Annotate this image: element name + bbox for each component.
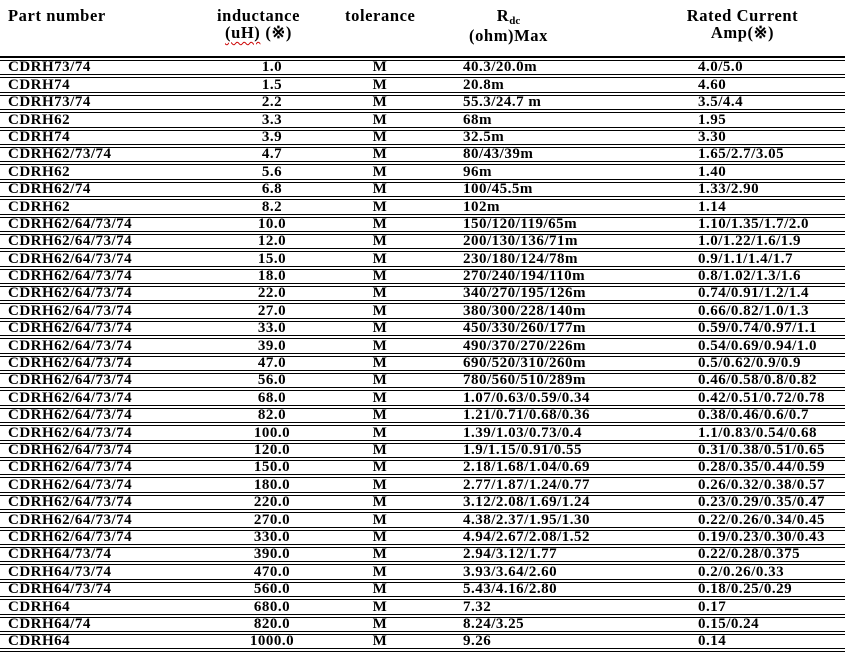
- tolerance-cell: M: [344, 269, 416, 284]
- column-header-rated-current: [640, 2, 845, 58]
- part-number-cell: CDRH62/64/73/74: [0, 408, 200, 423]
- rdc-cell: 80/43/39m: [416, 147, 640, 162]
- rdc-cell: 1.9/1.15/0.91/0.55: [416, 443, 640, 458]
- table-row: [0, 582, 845, 597]
- rdc-cell: 150/120/119/65m: [416, 217, 640, 232]
- rated-current-cell: 0.2/0.26/0.33: [640, 564, 845, 579]
- table-row: [0, 390, 845, 405]
- tolerance-cell: M: [344, 338, 416, 353]
- table-row: [0, 60, 845, 75]
- table-row: [0, 303, 845, 318]
- rated-current-cell: 3.5/4.4: [640, 95, 845, 110]
- rated-current-cell: 1.0/1.22/1.6/1.9: [640, 234, 845, 249]
- inductance-cell: 6.8: [200, 182, 344, 197]
- rated-current-cell: 1.10/1.35/1.7/2.0: [640, 217, 845, 232]
- inductance-cell: 270.0: [200, 512, 344, 527]
- tolerance-cell: M: [344, 530, 416, 545]
- inductance-cell: 10.0: [200, 217, 344, 232]
- table-row: [0, 234, 845, 249]
- tolerance-cell: M: [344, 477, 416, 492]
- part-number-cell: CDRH62/64/73/74: [0, 251, 200, 266]
- rated-current-cell: 0.28/0.35/0.44/0.59: [640, 460, 845, 475]
- table-row: [0, 408, 845, 423]
- inductance-cell: 1000.0: [200, 634, 344, 649]
- inductance-unit-label: (uH): [224, 23, 261, 42]
- table-row: [0, 338, 845, 353]
- inductance-cell: 150.0: [200, 460, 344, 475]
- part-number-cell: CDRH64/74: [0, 617, 200, 632]
- part-number-cell: CDRH73/74: [0, 95, 200, 110]
- part-number-cell: CDRH62/64/73/74: [0, 443, 200, 458]
- table-row: [0, 147, 845, 162]
- rdc-cell: 3.93/3.64/2.60: [416, 564, 640, 579]
- rdc-cell: 1.39/1.03/0.73/0.4: [416, 425, 640, 440]
- tolerance-cell: M: [344, 286, 416, 301]
- part-number-cell: CDRH62/64/73/74: [0, 373, 200, 388]
- rdc-cell: 200/130/136/71m: [416, 234, 640, 249]
- inductance-cell: 56.0: [200, 373, 344, 388]
- tolerance-cell: M: [344, 512, 416, 527]
- rdc-cell: 690/520/310/260m: [416, 356, 640, 371]
- part-number-cell: CDRH62: [0, 164, 200, 179]
- rdc-cell: 340/270/195/126m: [416, 286, 640, 301]
- inductance-cell: 680.0: [200, 599, 344, 614]
- rated-current-cell: 0.5/0.62/0.9/0.9: [640, 356, 845, 371]
- inductance-cell: 120.0: [200, 443, 344, 458]
- part-number-cell: CDRH62/64/73/74: [0, 321, 200, 336]
- inductance-cell: 100.0: [200, 425, 344, 440]
- rated-current-cell: 0.42/0.51/0.72/0.78: [640, 390, 845, 405]
- rated-current-cell: 0.9/1.1/1.4/1.7: [640, 251, 845, 266]
- inductance-cell: 180.0: [200, 477, 344, 492]
- table-row: [0, 95, 845, 110]
- inductance-cell: 22.0: [200, 286, 344, 301]
- part-number-cell: CDRH62/64/73/74: [0, 460, 200, 475]
- rdc-cell: 490/370/270/226m: [416, 338, 640, 353]
- tolerance-cell: M: [344, 582, 416, 597]
- table-row: [0, 130, 845, 145]
- rdc-cell: 4.94/2.67/2.08/1.52: [416, 530, 640, 545]
- part-number-cell: CDRH64: [0, 599, 200, 614]
- table-row: [0, 443, 845, 458]
- part-number-cell: CDRH64/73/74: [0, 547, 200, 562]
- tolerance-cell: M: [344, 77, 416, 92]
- rdc-cell: 96m: [416, 164, 640, 179]
- inductance-cell: 39.0: [200, 338, 344, 353]
- rated-current-cell: 0.19/0.23/0.30/0.43: [640, 530, 845, 545]
- rdc-cell: 3.12/2.08/1.69/1.24: [416, 495, 640, 510]
- rated-current-cell: 0.17: [640, 599, 845, 614]
- tolerance-cell: M: [344, 617, 416, 632]
- table-row: [0, 617, 845, 632]
- table-row: [0, 460, 845, 475]
- rated-current-cell: 0.74/0.91/1.2/1.4: [640, 286, 845, 301]
- rdc-cell: 270/240/194/110m: [416, 269, 640, 284]
- inductance-cell: 1.5: [200, 77, 344, 92]
- table-header: [0, 2, 845, 58]
- rated-current-cell: 0.46/0.58/0.8/0.82: [640, 373, 845, 388]
- tolerance-cell: M: [344, 321, 416, 336]
- part-number-cell: CDRH62/64/73/74: [0, 286, 200, 301]
- tolerance-header-label: tolerance: [345, 6, 416, 25]
- inductance-cell: 18.0: [200, 269, 344, 284]
- inductance-cell: 330.0: [200, 530, 344, 545]
- inductance-cell: 560.0: [200, 582, 344, 597]
- inductance-cell: 4.7: [200, 147, 344, 162]
- table-row: [0, 164, 845, 179]
- inductance-cell: 47.0: [200, 356, 344, 371]
- rdc-cell: 780/560/510/289m: [416, 373, 640, 388]
- rdc-cell: 7.32: [416, 599, 640, 614]
- tolerance-cell: M: [344, 164, 416, 179]
- tolerance-cell: M: [344, 199, 416, 214]
- tolerance-cell: M: [344, 251, 416, 266]
- part-number-cell: CDRH62/64/73/74: [0, 425, 200, 440]
- part-number-cell: CDRH62/64/73/74: [0, 390, 200, 405]
- table-row: [0, 251, 845, 266]
- inductance-cell: 33.0: [200, 321, 344, 336]
- rated-current-cell: 1.95: [640, 112, 845, 127]
- part-number-cell: CDRH64/73/74: [0, 564, 200, 579]
- inductance-cell: 820.0: [200, 617, 344, 632]
- rated-current-cell: 1.65/2.7/3.05: [640, 147, 845, 162]
- rdc-cell: 1.21/0.71/0.68/0.36: [416, 408, 640, 423]
- tolerance-cell: M: [344, 547, 416, 562]
- inductance-cell: 12.0: [200, 234, 344, 249]
- table-row: [0, 77, 845, 92]
- table-row: [0, 564, 845, 579]
- rdc-cell: 32.5m: [416, 130, 640, 145]
- rated-current-cell: 0.18/0.25/0.29: [640, 582, 845, 597]
- column-header-rdc: [416, 2, 640, 58]
- column-header-inductance: [200, 2, 344, 58]
- table-row: [0, 512, 845, 527]
- rated-current-cell: 1.14: [640, 199, 845, 214]
- rdc-cell: 5.43/4.16/2.80: [416, 582, 640, 597]
- part-number-cell: CDRH64/73/74: [0, 582, 200, 597]
- rated-current-cell: 0.14: [640, 634, 845, 649]
- tolerance-cell: M: [344, 95, 416, 110]
- table-row: [0, 530, 845, 545]
- part-number-cell: CDRH73/74: [0, 60, 200, 75]
- inductance-note-mark: (※): [265, 23, 293, 42]
- part-number-cell: CDRH62/64/73/74: [0, 356, 200, 371]
- part-number-cell: CDRH62/64/73/74: [0, 477, 200, 492]
- inductance-cell: 82.0: [200, 408, 344, 423]
- rated-current-cell: 0.8/1.02/1.3/1.6: [640, 269, 845, 284]
- inductance-cell: 1.0: [200, 60, 344, 75]
- rdc-cell: 68m: [416, 112, 640, 127]
- table-row: [0, 269, 845, 284]
- tolerance-cell: M: [344, 60, 416, 75]
- rated-current-cell: 0.22/0.26/0.34/0.45: [640, 512, 845, 527]
- inductance-cell: 470.0: [200, 564, 344, 579]
- rdc-cell: 2.94/3.12/1.77: [416, 547, 640, 562]
- part-number-cell: CDRH62/64/73/74: [0, 234, 200, 249]
- inductance-header-label: inductance: [216, 6, 300, 25]
- inductance-cell: 2.2: [200, 95, 344, 110]
- part-number-cell: CDRH74: [0, 130, 200, 145]
- rdc-cell: 380/300/228/140m: [416, 303, 640, 318]
- rated-current-cell: 0.26/0.32/0.38/0.57: [640, 477, 845, 492]
- rated-current-cell: 4.60: [640, 77, 845, 92]
- column-header-tolerance: [344, 2, 416, 58]
- tolerance-cell: M: [344, 495, 416, 510]
- column-header-part-number: [0, 2, 200, 58]
- table-row: [0, 634, 845, 649]
- rated-current-cell: 3.30: [640, 130, 845, 145]
- inductance-cell: 3.3: [200, 112, 344, 127]
- tolerance-cell: M: [344, 390, 416, 405]
- table-row: [0, 112, 845, 127]
- rated-current-cell: 1.1/0.83/0.54/0.68: [640, 425, 845, 440]
- part-number-cell: CDRH64: [0, 634, 200, 649]
- inductance-cell: 27.0: [200, 303, 344, 318]
- rdc-cell: 55.3/24.7 m: [416, 95, 640, 110]
- inductance-cell: 3.9: [200, 130, 344, 145]
- tolerance-cell: M: [344, 443, 416, 458]
- tolerance-cell: M: [344, 599, 416, 614]
- part-number-cell: CDRH62/74: [0, 182, 200, 197]
- part-number-cell: CDRH62/64/73/74: [0, 338, 200, 353]
- rdc-cell: 20.8m: [416, 77, 640, 92]
- tolerance-cell: M: [344, 373, 416, 388]
- part-number-cell: CDRH74: [0, 77, 200, 92]
- part-number-cell: CDRH62/64/73/74: [0, 303, 200, 318]
- table-body: [0, 60, 845, 649]
- rated-current-unit-label: Amp(※): [710, 23, 775, 42]
- rated-current-cell: 0.22/0.28/0.375: [640, 547, 845, 562]
- tolerance-cell: M: [344, 112, 416, 127]
- rated-current-cell: 0.54/0.69/0.94/1.0: [640, 338, 845, 353]
- rdc-cell: 100/45.5m: [416, 182, 640, 197]
- part-number-cell: CDRH62/64/73/74: [0, 269, 200, 284]
- inductance-cell: 8.2: [200, 199, 344, 214]
- part-number-cell: CDRH62/64/73/74: [0, 512, 200, 527]
- tolerance-cell: M: [344, 217, 416, 232]
- part-number-cell: CDRH62/64/73/74: [0, 217, 200, 232]
- rdc-cell: 450/330/260/177m: [416, 321, 640, 336]
- rated-current-cell: 0.31/0.38/0.51/0.65: [640, 443, 845, 458]
- table-row: [0, 182, 845, 197]
- rdc-cell: 2.18/1.68/1.04/0.69: [416, 460, 640, 475]
- rdc-symbol: R: [496, 6, 510, 25]
- part-number-cell: CDRH62/73/74: [0, 147, 200, 162]
- inductance-cell: 390.0: [200, 547, 344, 562]
- tolerance-cell: M: [344, 130, 416, 145]
- tolerance-cell: M: [344, 147, 416, 162]
- rdc-cell: 4.38/2.37/1.95/1.30: [416, 512, 640, 527]
- inductance-cell: 5.6: [200, 164, 344, 179]
- tolerance-cell: M: [344, 234, 416, 249]
- rated-current-cell: 1.33/2.90: [640, 182, 845, 197]
- rated-current-cell: 4.0/5.0: [640, 60, 845, 75]
- rdc-cell: 230/180/124/78m: [416, 251, 640, 266]
- tolerance-cell: M: [344, 460, 416, 475]
- tolerance-cell: M: [344, 303, 416, 318]
- part-number-cell: CDRH62/64/73/74: [0, 495, 200, 510]
- tolerance-cell: M: [344, 634, 416, 649]
- table-row: [0, 286, 845, 301]
- rated-current-header-label: Rated Current: [686, 6, 799, 25]
- rated-current-cell: 0.15/0.24: [640, 617, 845, 632]
- table-row: [0, 425, 845, 440]
- rated-current-cell: 1.40: [640, 164, 845, 179]
- rdc-header-symbol-line: [417, 7, 600, 27]
- inductance-header-unit-line: [201, 24, 316, 41]
- rated-current-cell: 0.66/0.82/1.0/1.3: [640, 303, 845, 318]
- inductance-cell: 68.0: [200, 390, 344, 405]
- table-row: [0, 547, 845, 562]
- part-number-cell: CDRH62: [0, 199, 200, 214]
- rdc-subscript: dc: [509, 15, 521, 27]
- rdc-cell: 1.07/0.63/0.59/0.34: [416, 390, 640, 405]
- table-row: [0, 373, 845, 388]
- tolerance-cell: M: [344, 356, 416, 371]
- table-row: [0, 217, 845, 232]
- rdc-header-unit-label: (ohm)Max: [468, 26, 549, 45]
- table-row: [0, 356, 845, 371]
- rdc-cell: 102m: [416, 199, 640, 214]
- rated-current-cell: 0.23/0.29/0.35/0.47: [640, 495, 845, 510]
- rated-current-cell: 0.59/0.74/0.97/1.1: [640, 321, 845, 336]
- tolerance-cell: M: [344, 564, 416, 579]
- part-number-header-label: Part number: [8, 6, 106, 25]
- table-row: [0, 477, 845, 492]
- inductance-cell: 220.0: [200, 495, 344, 510]
- rdc-cell: 40.3/20.0m: [416, 60, 640, 75]
- rated-current-cell: 0.38/0.46/0.6/0.7: [640, 408, 845, 423]
- part-number-cell: CDRH62/64/73/74: [0, 530, 200, 545]
- table-row: [0, 495, 845, 510]
- table-row: [0, 321, 845, 336]
- rdc-cell: 8.24/3.25: [416, 617, 640, 632]
- tolerance-cell: M: [344, 408, 416, 423]
- table-row: [0, 199, 845, 214]
- rdc-cell: 2.77/1.87/1.24/0.77: [416, 477, 640, 492]
- header-row: [0, 2, 845, 58]
- tolerance-cell: M: [344, 182, 416, 197]
- inductance-cell: 15.0: [200, 251, 344, 266]
- tolerance-cell: M: [344, 425, 416, 440]
- part-number-cell: CDRH62: [0, 112, 200, 127]
- table-row: [0, 599, 845, 614]
- rdc-cell: 9.26: [416, 634, 640, 649]
